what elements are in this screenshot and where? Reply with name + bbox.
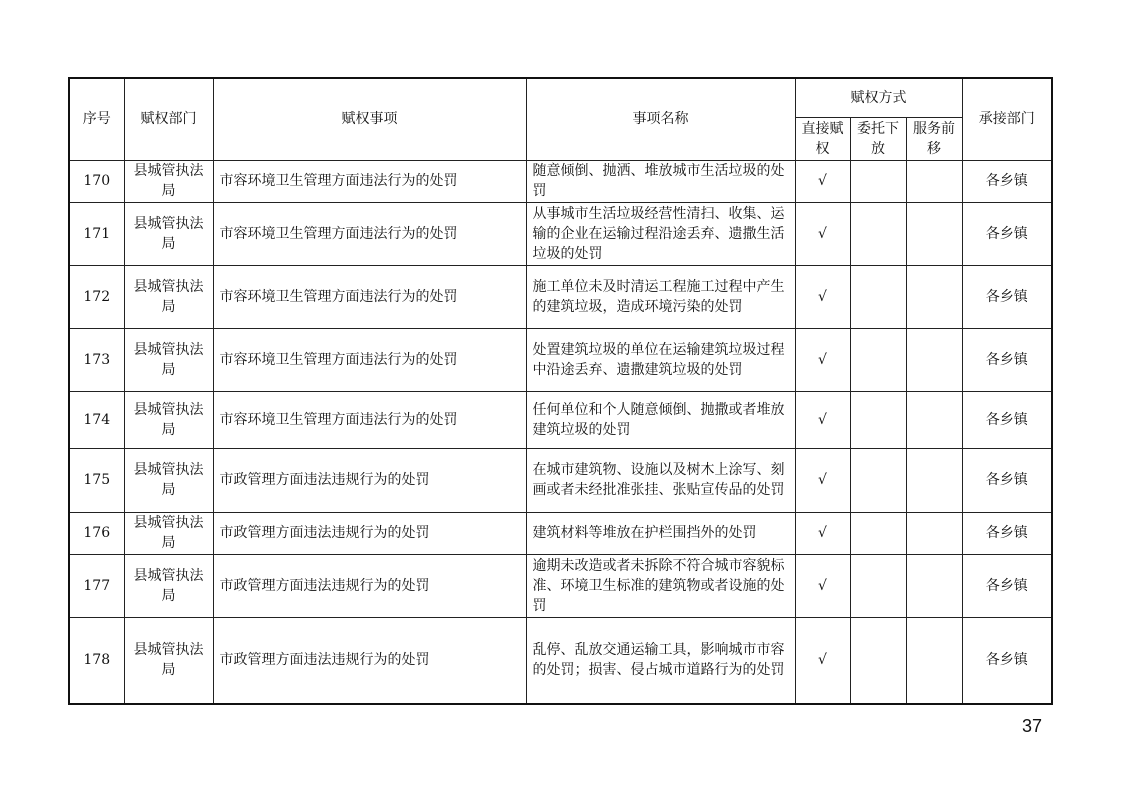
- header-name: 事项名称: [526, 78, 795, 160]
- cell-service: [906, 512, 962, 554]
- cell-name: 逾期未改造或者未拆除不符合城市容貌标准、环境卫生标准的建筑物或者设施的处罚: [526, 554, 795, 617]
- cell-receiver: 各乡镇: [962, 160, 1052, 202]
- table-row: [69, 160, 1052, 202]
- header-delegate: 委托下放: [850, 117, 906, 160]
- cell-dept: 县城管执法局: [124, 512, 213, 554]
- cell-name: 施工单位未及时清运工程施工过程中产生的建筑垃圾，造成环境污染的处罚: [526, 265, 795, 328]
- cell-service: [906, 448, 962, 512]
- cell-no: 177: [69, 554, 124, 617]
- table-row: [69, 448, 1052, 512]
- cell-matter: 市政管理方面违法违规行为的处罚: [213, 554, 526, 617]
- cell-dept: 县城管执法局: [124, 448, 213, 512]
- cell-matter: 市政管理方面违法违规行为的处罚: [213, 617, 526, 704]
- page-number: 37: [1022, 716, 1043, 736]
- table-row: [69, 617, 1052, 704]
- cell-delegate: [850, 617, 906, 704]
- cell-direct: √: [795, 202, 850, 265]
- header-receiver: 承接部门: [962, 78, 1052, 160]
- cell-no: 173: [69, 328, 124, 391]
- cell-no: 171: [69, 202, 124, 265]
- cell-dept: 县城管执法局: [124, 554, 213, 617]
- cell-receiver: 各乡镇: [962, 512, 1052, 554]
- header-direct: 直接赋权: [795, 117, 850, 160]
- cell-name: 任何单位和个人随意倾倒、抛撒或者堆放建筑垃圾的处罚: [526, 391, 795, 448]
- cell-dept: 县城管执法局: [124, 391, 213, 448]
- cell-delegate: [850, 554, 906, 617]
- table-row: [69, 391, 1052, 448]
- cell-service: [906, 391, 962, 448]
- cell-no: 178: [69, 617, 124, 704]
- header-service: 服务前移: [906, 117, 962, 160]
- cell-receiver: 各乡镇: [962, 617, 1052, 704]
- cell-dept: 县城管执法局: [124, 328, 213, 391]
- cell-delegate: [850, 160, 906, 202]
- cell-dept: 县城管执法局: [124, 265, 213, 328]
- cell-direct: √: [795, 391, 850, 448]
- cell-name: 处置建筑垃圾的单位在运输建筑垃圾过程中沿途丢弃、遗撒建筑垃圾的处罚: [526, 328, 795, 391]
- cell-no: 172: [69, 265, 124, 328]
- cell-delegate: [850, 391, 906, 448]
- cell-matter: 市容环境卫生管理方面违法行为的处罚: [213, 265, 526, 328]
- cell-direct: √: [795, 265, 850, 328]
- cell-service: [906, 265, 962, 328]
- cell-no: 174: [69, 391, 124, 448]
- cell-dept: 县城管执法局: [124, 617, 213, 704]
- header-method: 赋权方式: [795, 78, 962, 117]
- cell-direct: √: [795, 160, 850, 202]
- cell-direct: √: [795, 617, 850, 704]
- table-row: [69, 265, 1052, 328]
- cell-name: 从事城市生活垃圾经营性清扫、收集、运输的企业在运输过程沿途丢弃、遗撒生活垃圾的处罚: [526, 202, 795, 265]
- cell-matter: 市容环境卫生管理方面违法行为的处罚: [213, 328, 526, 391]
- table-row: [69, 202, 1052, 265]
- cell-name: 乱停、乱放交通运输工具，影响城市市容的处罚；损害、侵占城市道路行为的处罚: [526, 617, 795, 704]
- cell-service: [906, 554, 962, 617]
- cell-receiver: 各乡镇: [962, 328, 1052, 391]
- cell-direct: √: [795, 328, 850, 391]
- cell-matter: 市容环境卫生管理方面违法行为的处罚: [213, 160, 526, 202]
- cell-delegate: [850, 448, 906, 512]
- cell-dept: 县城管执法局: [124, 202, 213, 265]
- cell-no: 176: [69, 512, 124, 554]
- cell-service: [906, 328, 962, 391]
- cell-name: 随意倾倒、抛洒、堆放城市生活垃圾的处罚: [526, 160, 795, 202]
- header-matter: 赋权事项: [213, 78, 526, 160]
- cell-direct: √: [795, 512, 850, 554]
- table-row: [69, 512, 1052, 554]
- cell-receiver: 各乡镇: [962, 202, 1052, 265]
- table-row: [69, 328, 1052, 391]
- cell-receiver: 各乡镇: [962, 265, 1052, 328]
- cell-matter: 市政管理方面违法违规行为的处罚: [213, 448, 526, 512]
- cell-matter: 市政管理方面违法违规行为的处罚: [213, 512, 526, 554]
- cell-direct: √: [795, 554, 850, 617]
- cell-direct: √: [795, 448, 850, 512]
- cell-matter: 市容环境卫生管理方面违法行为的处罚: [213, 391, 526, 448]
- cell-receiver: 各乡镇: [962, 391, 1052, 448]
- cell-delegate: [850, 512, 906, 554]
- cell-dept: 县城管执法局: [124, 160, 213, 202]
- cell-service: [906, 617, 962, 704]
- header-dept: 赋权部门: [124, 78, 213, 160]
- cell-delegate: [850, 328, 906, 391]
- cell-delegate: [850, 265, 906, 328]
- cell-receiver: 各乡镇: [962, 448, 1052, 512]
- cell-name: 建筑材料等堆放在护栏围挡外的处罚: [526, 512, 795, 554]
- cell-service: [906, 160, 962, 202]
- cell-no: 170: [69, 160, 124, 202]
- cell-receiver: 各乡镇: [962, 554, 1052, 617]
- cell-matter: 市容环境卫生管理方面违法行为的处罚: [213, 202, 526, 265]
- authorization-table: [68, 77, 1053, 705]
- cell-delegate: [850, 202, 906, 265]
- header-no: 序号: [69, 78, 124, 160]
- cell-no: 175: [69, 448, 124, 512]
- cell-name: 在城市建筑物、设施以及树木上涂写、刻画或者未经批准张挂、张贴宣传品的处罚: [526, 448, 795, 512]
- table-row: [69, 554, 1052, 617]
- cell-service: [906, 202, 962, 265]
